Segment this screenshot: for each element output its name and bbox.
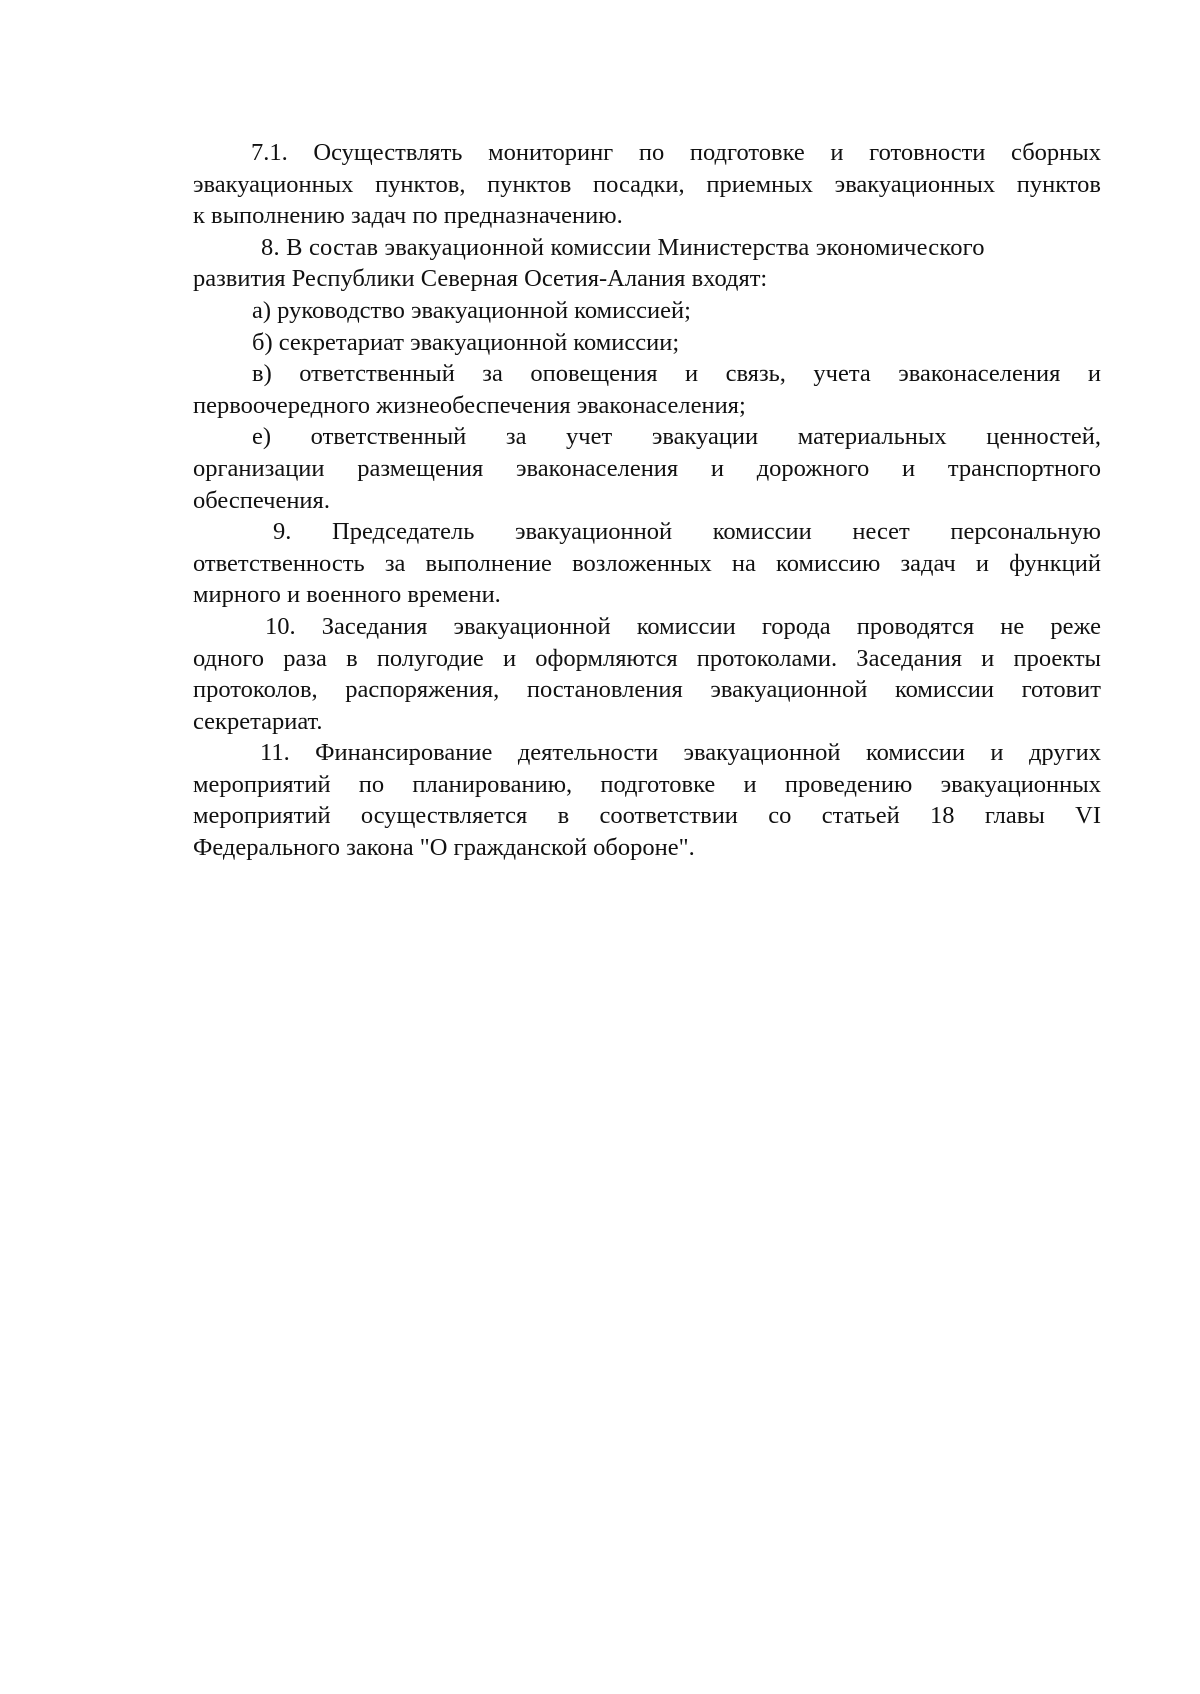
list-item-e [193,421,1101,516]
paragraph-line: развития Республики Северная Осетия-Алания входят: [193,265,768,293]
paragraph-line: организации размещения эваконаселения и дорожного и транспортного [193,454,1101,482]
paragraph-line: б) секретариат эвакуационной комиссии; [252,328,680,356]
list-item-v [193,358,1101,421]
paragraph-line: 8. В состав эвакуационной комиссии Министерства экономического [261,233,985,261]
paragraph-line: 10. Заседания эвакуационной комиссии города проводятся не реже [265,612,1101,640]
paragraph-line: мирного и военного времени. [193,581,501,609]
paragraph-10 [193,611,1101,737]
paragraph-line: протоколов, распоряжения, постановления эвакуационной комиссии готовит [193,676,1101,704]
paragraph-line: в) ответственный за оповещения и связь, учета эваконаселения и [252,360,1101,388]
paragraph-line: 7.1. Осуществлять мониторинг по подготовке и готовности сборных [251,139,1101,166]
paragraph-line: 9. Председатель эвакуационной комиссии несет персональную [273,518,1101,546]
paragraph-line: эвакуационных пунктов, пунктов посадки, приемных эвакуационных пунктов [193,170,1101,198]
paragraph-11 [193,737,1101,863]
paragraph-line: к выполнению задач по предназначению. [193,202,623,230]
paragraph-line: Федерального закона "О гражданской обороне". [193,834,695,862]
paragraph-7-1 [193,137,1101,232]
paragraph-9 [193,516,1101,611]
paragraph-line: мероприятий по планированию, подготовке и проведению эвакуационных [193,770,1101,798]
list-item-b [193,327,1101,359]
paragraph-line: е) ответственный за учет эвакуации материальных ценностей, [252,423,1101,451]
paragraph-line: мероприятий осуществляется в соответствии со статьей 18 главы VI [193,802,1101,830]
paragraph-line: одного раза в полугодие и оформляются протоколами. Заседания и проекты [193,644,1101,672]
document-body [193,137,1101,864]
list-item-a [193,295,1101,327]
paragraph-line: первоочередного жизнеобеспечения эваконаселения; [193,391,746,419]
paragraph-line: секретариат. [193,707,323,735]
paragraph-line: а) руководство эвакуационной комиссией; [252,296,691,324]
paragraph-line: ответственность за выполнение возложенных на комиссию задач и функций [193,549,1101,577]
paragraph-8 [193,232,1101,295]
paragraph-line: 11. Финансирование деятельности эвакуационной комиссии и других [260,739,1101,767]
paragraph-line: обеспечения. [193,486,330,514]
